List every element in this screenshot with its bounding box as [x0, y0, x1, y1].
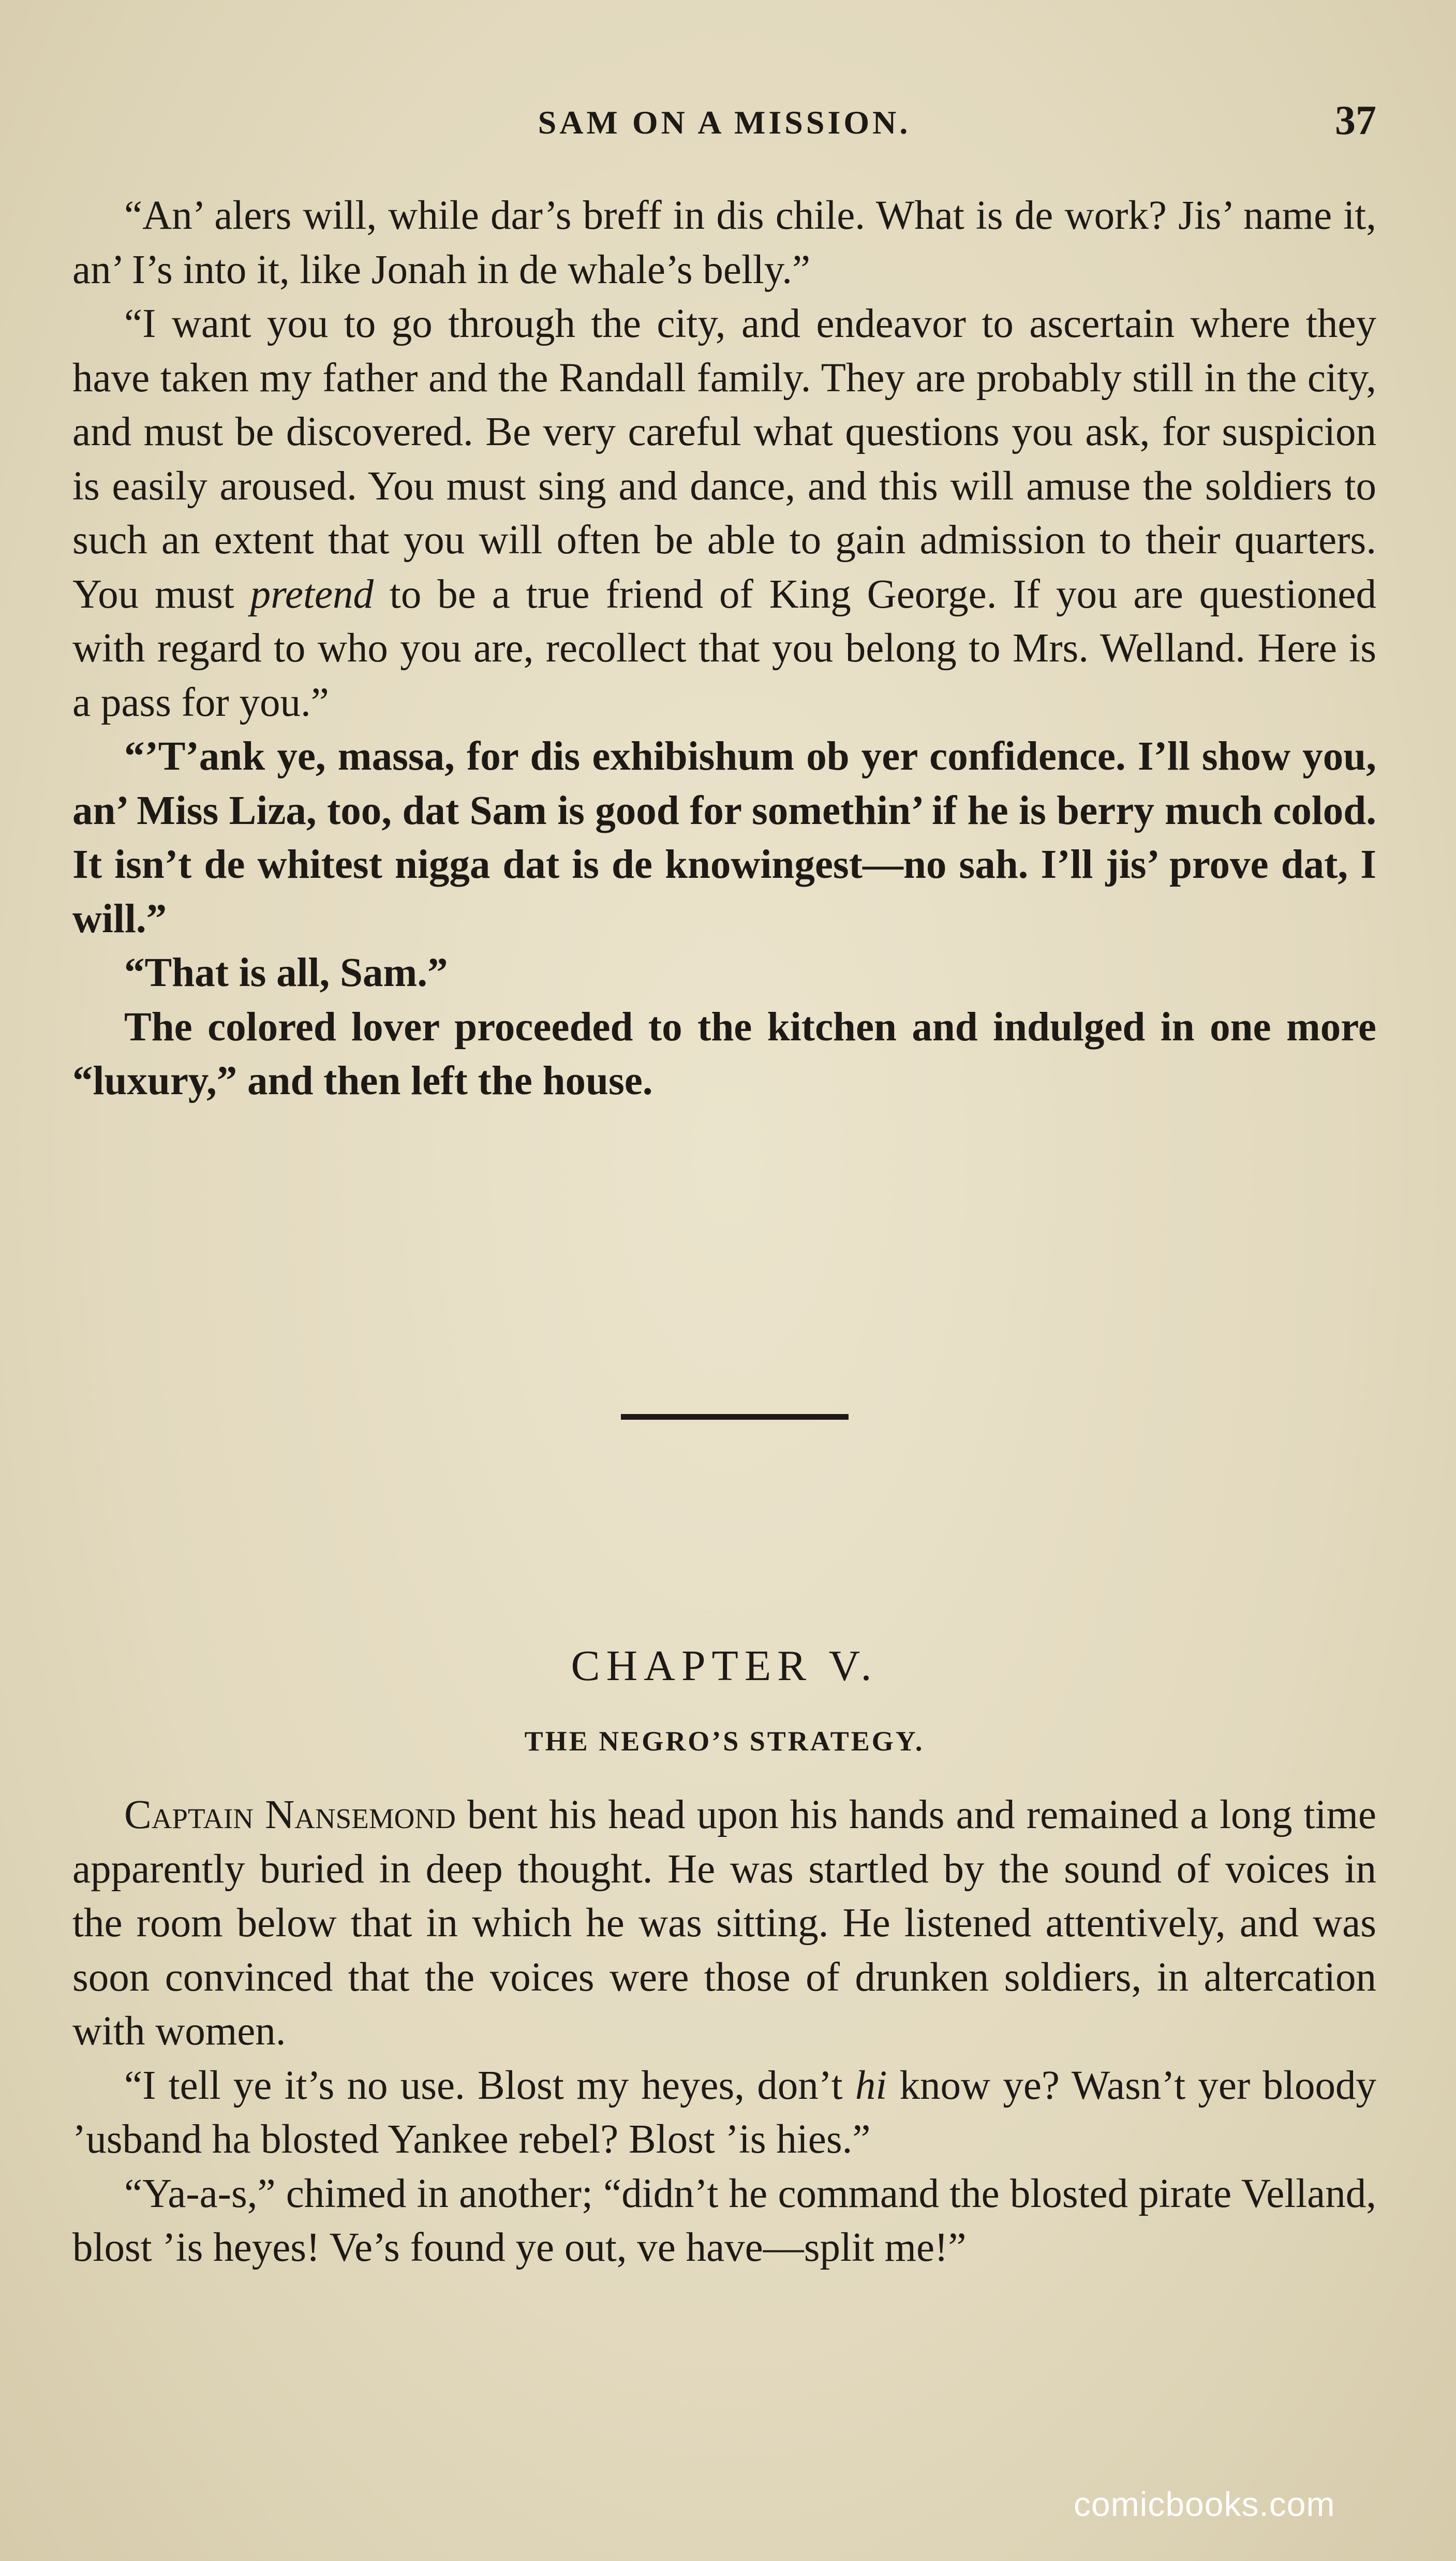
watermark: comicbooks.com — [1074, 2485, 1335, 2523]
small-caps-name: Captain Nansemond — [124, 1792, 456, 1837]
emphasis: hi — [855, 2063, 887, 2108]
running-title: SAM ON A MISSION. — [538, 104, 911, 141]
chapter-title: CHAPTER V. — [571, 1642, 878, 1690]
text-run: “I want you to go through the city, and endeavor to ascertain where they have taken my father and the Randall family. They are probably still in the city, and must be discovered. Be very careful what questions you ask, for suspicion is easily aroused. You must sing and dance, and this will amuse the soldiers to such an extent that you will often be able to gain admission to their quarters. You must — [72, 301, 1376, 617]
running-head — [72, 93, 1376, 155]
chapter-subtitle: THE NEGRO’S STRATEGY. — [524, 1726, 925, 1757]
paragraph: “’T’ank ye, massa, for dis exhibishum ob yer confidence. I’ll show you, an’ Miss Liza, too, dat Sam is good for somethin’ if he is berry much colod. It isn’t de whitest nigga dat is de knowingest—no sah. I’ll jis’ prove dat, I will.” — [72, 734, 1376, 941]
page-number: 37 — [1335, 98, 1376, 143]
emphasis: pretend — [250, 571, 374, 617]
book-page — [72, 78, 1376, 2490]
text-run: to be a true friend of King George. If you are questioned with regard to who you are, recollect that you belong to Mrs. Welland. Here is a pass for you.” — [72, 571, 1376, 725]
paragraph: The colored lover proceeded to the kitchen and indulged in one more “luxury,” and then left the house. — [72, 1004, 1376, 1103]
paragraph — [72, 297, 1376, 730]
text-block-top — [72, 189, 1376, 1109]
paragraph: “Ya-a-s,” chimed in another; “didn’t he command the blosted pirate Velland, blost ’is heyes! Ve’s found ye out, ve have—split me!” — [72, 2171, 1376, 2270]
paragraph: “That is all, Sam.” — [124, 950, 448, 995]
text-run: “I tell ye it’s no use. Blost my heyes, don’t — [124, 2063, 855, 2108]
section-rule — [621, 1414, 849, 1420]
text-run: know ye? Wasn’t yer bloody ’usband ha blosted Yankee rebel? Blost ’is hies.” — [72, 2063, 1376, 2162]
paragraph: “An’ alers will, while dar’s breff in dis chile. What is de work? Jis’ name it, an’ I’s into it, like Jonah in de whale’s belly.” — [72, 193, 1376, 292]
text-block-bottom — [72, 1788, 1376, 2275]
text-run: bent his head upon his hands and remained a long time apparently buried in deep thought. He was startled by the sound of voices in the room below that in which he was sitting. He listened attentively, and was soon convinced that the voices were those of drunken soldiers, in altercation with women. — [72, 1792, 1377, 2054]
paragraph — [72, 1788, 1376, 2059]
paragraph — [72, 2059, 1376, 2167]
